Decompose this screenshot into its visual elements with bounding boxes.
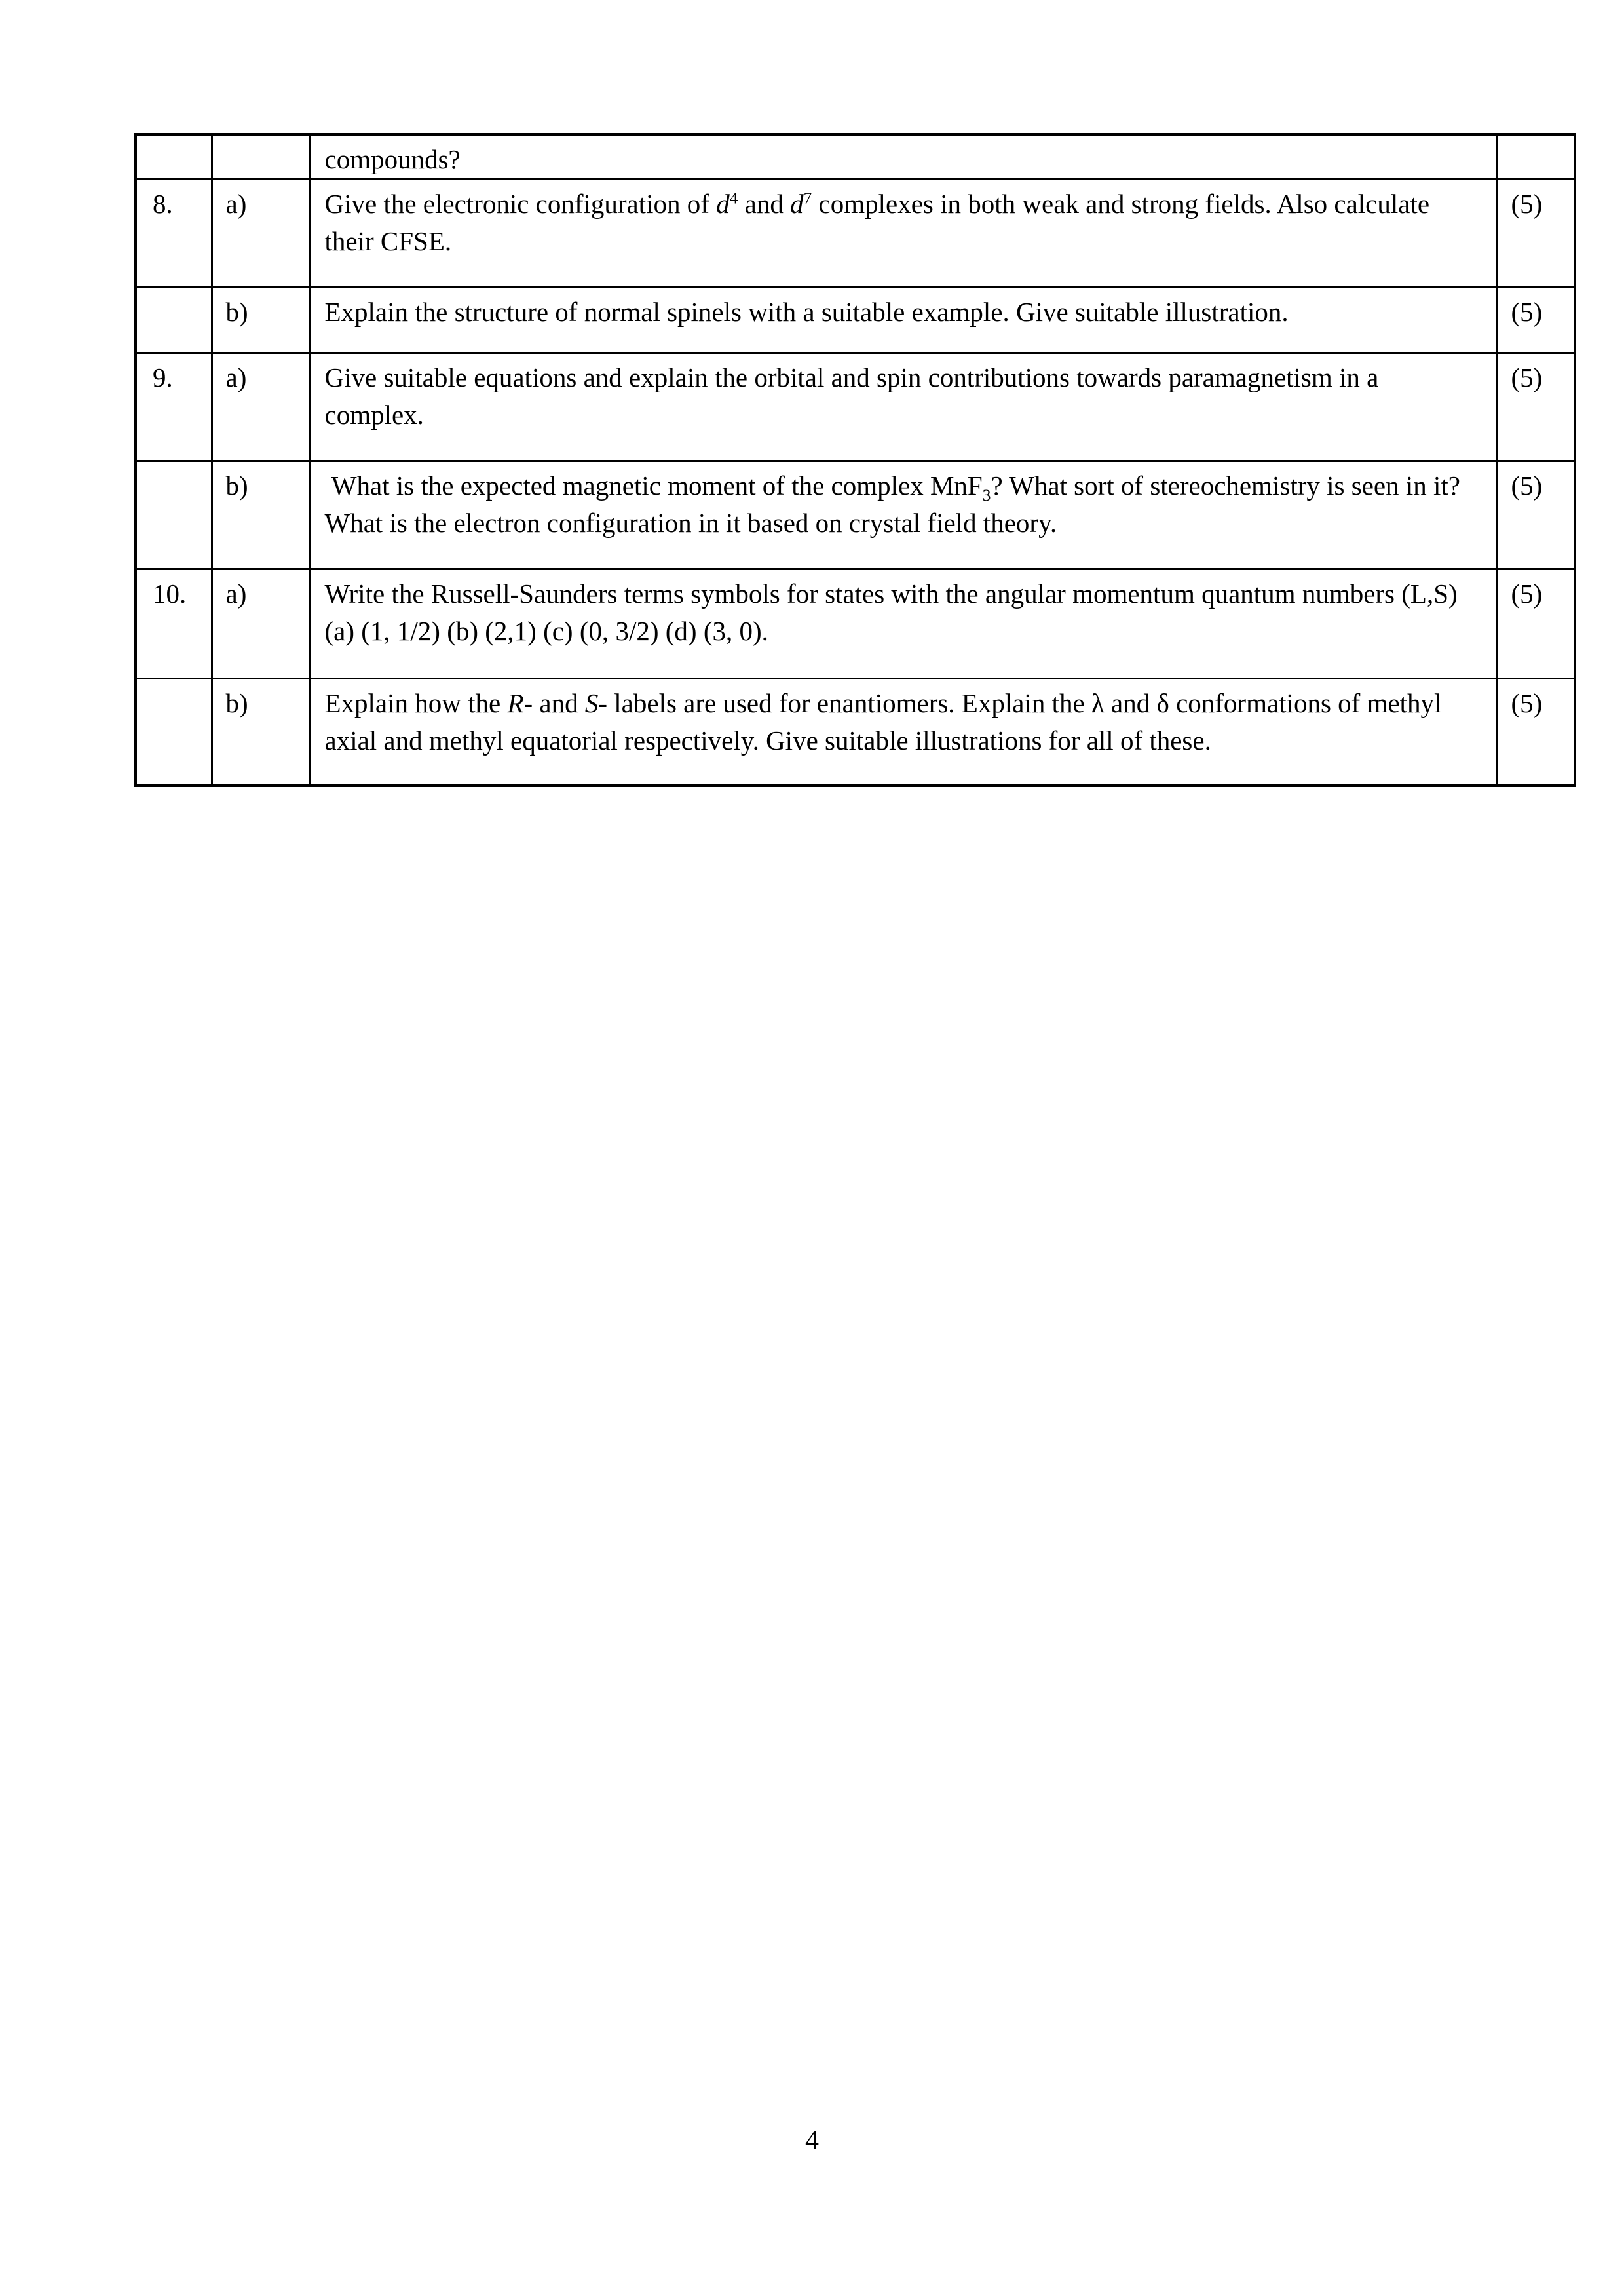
marks-cell: (5) <box>1497 288 1575 353</box>
question-text-cell: Write the Russell-Saunders terms symbols for states with the angular momentum quantum numbers (L,S) (a) (1, 1/2) (b) (2,1) (c) (0, 3/2) (d) (3, 0). <box>309 569 1497 679</box>
question-number-cell <box>136 134 212 180</box>
question-number-cell: 10. <box>136 569 212 679</box>
question-row-8b <box>136 288 1575 353</box>
question-part-cell: b) <box>212 679 309 786</box>
marks-cell: (5) <box>1497 180 1575 288</box>
question-number-cell: 8. <box>136 180 212 288</box>
marks-cell: (5) <box>1497 569 1575 679</box>
question-number-cell <box>136 679 212 786</box>
question-part-cell: b) <box>212 461 309 569</box>
question-text-cell: Explain how the R- and S- labels are used for enantiomers. Explain the λ and δ conformations of methyl axial and methyl equatorial respectively. Give suitable illustrations for all of these. <box>309 679 1497 786</box>
question-row-10a <box>136 569 1575 679</box>
marks-cell: (5) <box>1497 353 1575 461</box>
marks-cell: (5) <box>1497 679 1575 786</box>
marks-cell: (5) <box>1497 461 1575 569</box>
marks-cell <box>1497 134 1575 180</box>
question-row-10b <box>136 679 1575 786</box>
question-row-9a <box>136 353 1575 461</box>
question-text-cell: What is the expected magnetic moment of the complex MnF$_3$? What sort of stereochemistry is seen in it? What is the electron configuration in it based on crystal field theory. <box>309 461 1497 569</box>
question-row-8a <box>136 180 1575 288</box>
questions-table <box>134 133 1576 787</box>
question-number-cell <box>136 288 212 353</box>
page-number: 4 <box>805 2126 819 2156</box>
question-text-cell: Explain the structure of normal spinels with a suitable example. Give suitable illustration. <box>309 288 1497 353</box>
question-text-cell: Give suitable equations and explain the orbital and spin contributions towards paramagnetism in a complex. <box>309 353 1497 461</box>
question-number-cell <box>136 461 212 569</box>
question-row-continuation <box>136 134 1575 180</box>
question-part-cell: a) <box>212 353 309 461</box>
question-part-cell <box>212 134 309 180</box>
question-text-cell: Give the electronic configuration of $d^4$ and $d^7$ complexes in both weak and strong fields. Also calculate their CFSE. <box>309 180 1497 288</box>
question-number-cell: 9. <box>136 353 212 461</box>
question-part-cell: a) <box>212 180 309 288</box>
question-part-cell: a) <box>212 569 309 679</box>
question-part-cell: b) <box>212 288 309 353</box>
question-text-cell: compounds? <box>309 134 1497 180</box>
question-row-9b <box>136 461 1575 569</box>
